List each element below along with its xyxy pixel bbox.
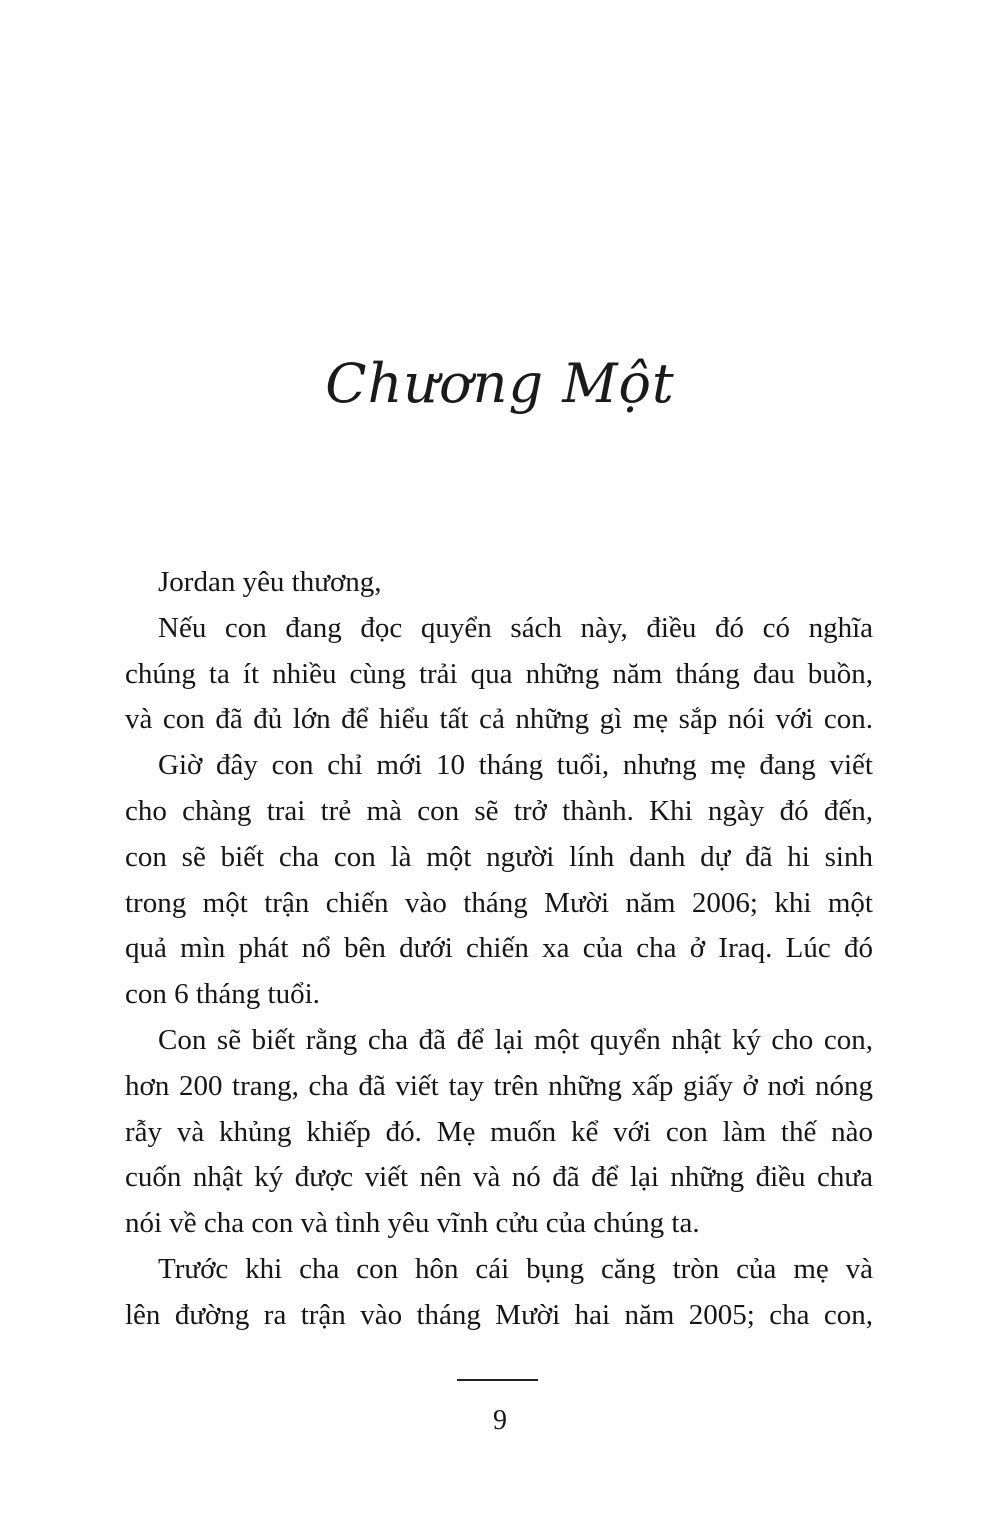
text-line: cho chàng trai trẻ mà con sẽ trở thành. Khi ngày đó đến,: [125, 794, 873, 827]
text-line: Trước khi cha con hôn cái bụng căng tròn của mẹ và: [158, 1252, 873, 1285]
text-line: nói về cha con và tình yêu vĩnh cửu của chúng ta.: [125, 1207, 700, 1240]
text-line: Jordan yêu thương,: [158, 566, 382, 598]
text-line: con 6 tháng tuổi.: [125, 978, 320, 1011]
text-line: và con đã đủ lớn để hiểu tất cả những gì mẹ sắp nói với con.: [125, 703, 873, 736]
text-line: Giờ đây con chỉ mới 10 tháng tuổi, nhưng mẹ đang viết: [158, 749, 873, 782]
text-line: con sẽ biết cha con là một người lính danh dự đã hi sinh: [125, 840, 873, 873]
chapter-title: Chương Một: [325, 352, 675, 415]
text-line: Nếu con đang đọc quyển sách này, điều đó có nghĩa: [158, 611, 873, 644]
text-line: trong một trận chiến vào tháng Mười năm 2006; khi một: [125, 886, 873, 919]
text-line: Con sẽ biết rằng cha đã để lại một quyển nhật ký cho con,: [158, 1023, 873, 1056]
text-line: hơn 200 trang, cha đã viết tay trên những xấp giấy ở nơi nóng: [125, 1069, 873, 1102]
text-line: quả mìn phát nổ bên dưới chiến xa của cha ở Iraq. Lúc đó: [125, 932, 873, 965]
page-number: 9: [493, 1405, 507, 1436]
text-line: chúng ta ít nhiều cùng trải qua những năm tháng đau buồn,: [125, 657, 873, 690]
page-number-rule: [457, 1379, 538, 1381]
text-line: lên đường ra trận vào tháng Mười hai năm 2005; cha con,: [125, 1298, 873, 1331]
body-text: [125, 560, 873, 1339]
text-line: rẫy và khủng khiếp đó. Mẹ muốn kể với con làm thế nào: [125, 1115, 873, 1148]
text-line: cuốn nhật ký được viết nên và nó đã để lại những điều chưa: [125, 1161, 873, 1194]
